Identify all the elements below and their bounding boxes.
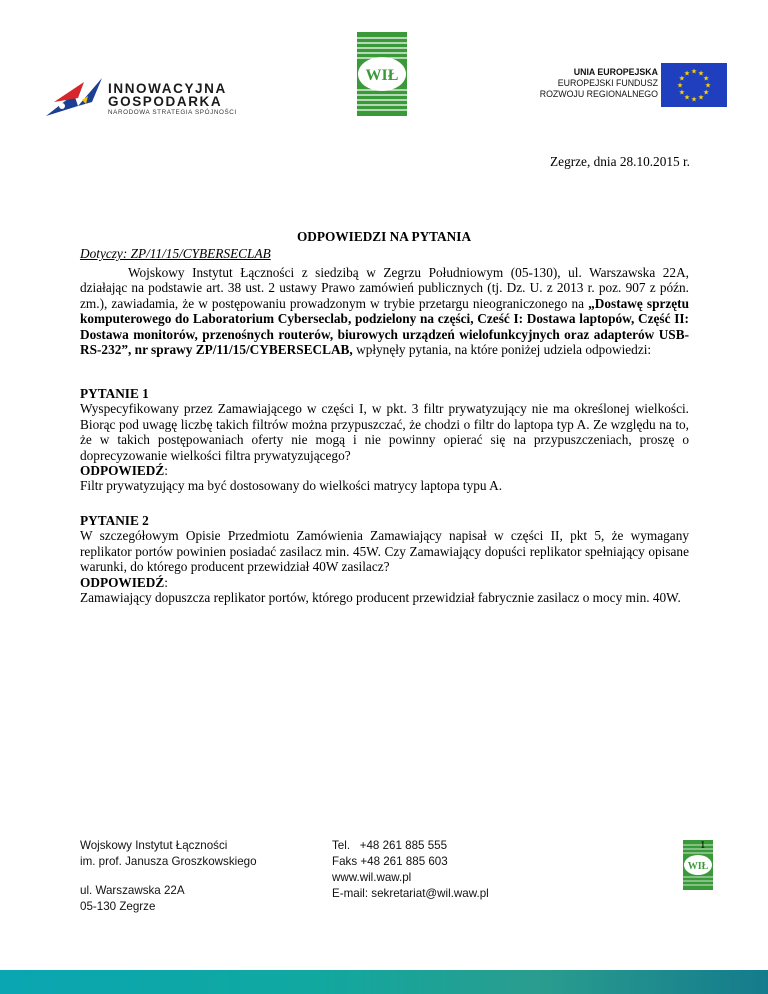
innowacyjna-gospodarka-logo (44, 76, 284, 120)
wil-footer-logo (683, 840, 713, 890)
eu-star-icon: ★ (676, 81, 684, 90)
eu-line2: EUROPEJSKI FUNDUSZ (557, 78, 658, 88)
footer-email[interactable]: E-mail: sekretariat@wil.waw.pl (332, 887, 489, 900)
eu-line3: ROZWOJU REGIONALNEGO (539, 89, 658, 99)
question-1-label: PYTANIE 1 (80, 386, 149, 401)
wil-logo-text: WIŁ (365, 67, 399, 84)
intro-paragraph (80, 265, 689, 357)
intro-text: Wojskowy Instytut Łączności z siedzibą w Zegrzu Południowym (05-130), ul. Warszawska 22A, działając na podstawie art. 38 ust. 2 ustawy Prawo zamówień publicznych (tj. Dz. U. z 2013 r. poz. 907 z późn. zm.), zawiadamia, że w postępowaniu prowadzonym w trybie przetargu nieograniczonego na (80, 265, 689, 311)
footer-contact (332, 838, 489, 902)
document-date: Zegrze, dnia 28.10.2015 r. (550, 154, 690, 169)
question-2-text: W szczegółowym Opisie Przedmiotu Zamówienia Zamawiający napisał w części II, pkt 5, że wymagany replikator portów powinien posiadać zasilacz min. 45W. Czy Zamawiający dopuści replikator spełniający opisane warunki, do którego producent przewidział 40W zasilacz? (80, 528, 689, 575)
answer-1-text: Filtr prywatyzujący ma być dostosowany do wielkości matrycy laptopa typu A. (80, 478, 503, 494)
eu-logo (530, 63, 730, 107)
eu-star-icon: ★ (678, 88, 686, 97)
wil-logo (357, 32, 407, 116)
footer-color-bar (0, 970, 768, 994)
eu-star-icon: ★ (702, 88, 710, 97)
wil-footer-logo-text: WIŁ (687, 861, 709, 872)
eu-star-icon: ★ (690, 67, 698, 76)
document-heading: ODPOWIEDZI NA PYTANIA (296, 229, 472, 244)
question-2-label: PYTANIE 2 (80, 513, 149, 528)
footer-org-line2: im. prof. Janusza Groszkowskiego (80, 855, 257, 868)
footer-addr-line1: ul. Warszawska 22A (80, 884, 185, 897)
eu-star-icon: ★ (683, 69, 691, 78)
footer-fax: Faks +48 261 885 603 (332, 855, 448, 868)
answer-2-text: Zamawiający dopuszcza replikator portów, którego producent przewidział fabrycznie zasilacz o mocy min. 40W. (80, 590, 681, 606)
eu-star-icon: ★ (702, 74, 710, 83)
answer-2-label: ODPOWIEDŹ (80, 574, 165, 590)
page-number: 1 (700, 839, 706, 851)
eu-star-icon: ★ (683, 93, 691, 102)
footer-org-line1: Wojskowy Instytut Łączności (80, 839, 228, 852)
answer-1-label: ODPOWIEDŹ (80, 463, 165, 479)
footer-www[interactable]: www.wil.waw.pl (332, 871, 412, 884)
intro-tail-text: wpłynęły pytania, na które poniżej udziela odpowiedzi: (352, 342, 652, 358)
eu-star-icon: ★ (697, 69, 705, 78)
eu-line1: UNIA EUROPEJSKA (573, 67, 658, 77)
eu-star-icon: ★ (678, 74, 686, 83)
intro-bold-text: „Dostawę sprzętu komputerowego do Laboratorium Cyberseclab, podzielony na części, Cześć I: Dostawa laptopów, Część II: Dostawa monitorów, przenośnych routerów, biurowych urządzeń wielofunkcyjnych oraz adapterów USB-RS-232”, nr sprawy ZP/11/15/CYBERSECLAB, (80, 295, 690, 358)
question-2-block: PYTANIE 2 W szczegółowym Opisie Przedmiotu Zamówienia Zamawiający napisał w części II, pkt 5, że wymagany replikator portów powinien posiadać zasilacz min. 45W. Czy Zamawiający dopuści replikator spełniający opisane warunki, do którego producent przewidział 40W zasilacz? ODPOWIEDŹ: Zamawiający dopuszcza replikator portów, którego producent przewidział fabrycznie zasilacz o mocy min. 40W. (80, 513, 689, 606)
question-1-text: Wyspecyfikowany przez Zamawiającego w części I, w pkt. 3 filtr prywatyzujący nie ma określonej wielkości. Biorąc pod uwagę liczbę takich filtrów można przypuszczać, że chodzi o filtr do laptopa typ A. Ze względu na to, że w takich postępowaniach oferty nie mogą i nie powinny opierać się na przypuszczeniach, proszę o doprecyzowanie wielkości filtra prywatyzującego? (80, 401, 689, 463)
innowacyjna-title-line1: INNOWACYJNA (108, 81, 227, 96)
innowacyjna-title-line2: GOSPODARKA (108, 94, 223, 109)
eu-flag-icon (661, 63, 727, 107)
eu-star-icon: ★ (704, 81, 712, 90)
footer-addr-line2: 05-130 Zegrze (80, 900, 156, 913)
innowacyjna-emblem-icon (44, 76, 106, 120)
eu-star-icon: ★ (690, 95, 698, 104)
footer-tel: Tel. +48 261 885 555 (332, 839, 448, 852)
document-subject: Dotyczy: ZP/11/15/CYBERSECLAB (80, 246, 271, 261)
eu-star-icon: ★ (697, 93, 705, 102)
question-1-block: PYTANIE 1 Wyspecyfikowany przez Zamawiającego w części I, w pkt. 3 filtr prywatyzujący nie ma określonej wielkości. Biorąc pod uwagę liczbę takich filtrów można przypuszczać, że chodzi o filtr do laptopa typ A. Ze względu na to, że w takich postępowaniach oferty nie mogą i nie powinny opierać się na przypuszczeniach, proszę o doprecyzowanie wielkości filtra prywatyzującego? ODPOWIEDŹ: Filtr prywatyzujący ma być dostosowany do wielkości matrycy laptopa typu A. (80, 386, 689, 494)
innowacyjna-subtitle: NARODOWA STRATEGIA SPÓJNOŚCI (108, 109, 237, 116)
footer-address (80, 838, 257, 915)
